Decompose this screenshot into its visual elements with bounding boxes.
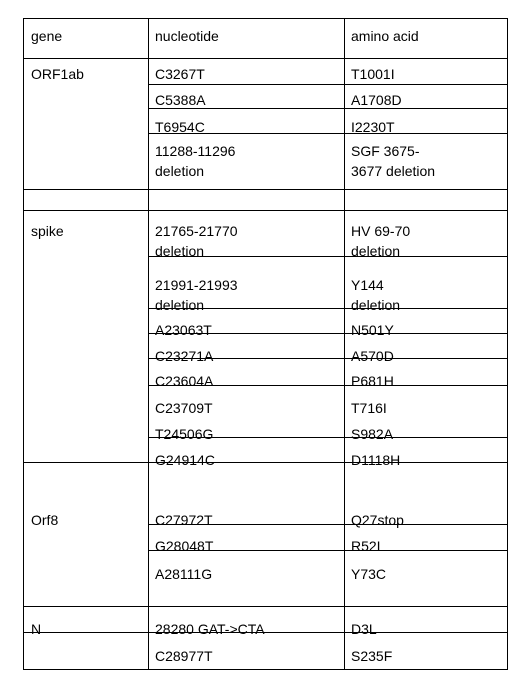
amino-acid-cell: T716I <box>351 400 387 416</box>
column-border <box>507 18 508 670</box>
nucleotide-cell: C23709T <box>155 400 213 416</box>
gene-cell: N <box>31 621 42 637</box>
row-border <box>23 606 508 607</box>
row-border <box>23 632 508 633</box>
nucleotide-cell: G28048T <box>155 538 214 554</box>
amino-acid-cell: A1708D <box>351 92 402 108</box>
row-border <box>23 210 508 211</box>
nucleotide-cell: A28111G <box>155 566 213 582</box>
row-border <box>23 58 508 59</box>
header-amino-acid: amino acid <box>351 28 419 44</box>
gene-cell: ORF1ab <box>31 66 84 82</box>
amino-acid-cell: Y144 deletion <box>351 277 401 313</box>
column-border <box>344 18 345 670</box>
nucleotide-cell: 21991-21993 deletion <box>155 277 238 313</box>
amino-acid-cell: T1001I <box>351 66 395 82</box>
mutation-table <box>23 18 508 670</box>
amino-acid-cell: Q27stop <box>351 512 404 528</box>
row-border <box>23 669 508 670</box>
row-border <box>23 189 508 190</box>
amino-acid-cell: SGF 3675- 3677 deletion <box>351 143 436 179</box>
nucleotide-cell: C23271A <box>155 348 214 364</box>
nucleotide-cell: C5388A <box>155 92 206 108</box>
header-gene: gene <box>31 28 63 44</box>
column-border <box>148 18 149 670</box>
amino-acid-cell: Y73C <box>351 566 387 582</box>
nucleotide-cell: C3267T <box>155 66 205 82</box>
amino-acid-cell: I2230T <box>351 119 395 135</box>
amino-acid-cell: S235F <box>351 648 393 664</box>
amino-acid-cell: P681H <box>351 373 394 389</box>
row-border <box>23 18 508 19</box>
nucleotide-cell: T24506G <box>155 426 214 442</box>
gene-cell: Orf8 <box>31 512 59 528</box>
nucleotide-cell: C27972T <box>155 512 213 528</box>
row-border <box>148 84 508 85</box>
gene-cell: spike <box>31 223 64 239</box>
nucleotide-cell: G24914C <box>155 452 215 468</box>
nucleotide-cell: 21765-21770 deletion <box>155 223 238 259</box>
nucleotide-cell: 28280 GAT->CTA <box>155 621 265 637</box>
column-border <box>23 18 24 670</box>
nucleotide-cell: A23063T <box>155 322 212 338</box>
row-border <box>23 462 508 463</box>
amino-acid-cell: D3L <box>351 621 377 637</box>
amino-acid-cell: A570D <box>351 348 394 364</box>
nucleotide-cell: T6954C <box>155 119 205 135</box>
amino-acid-cell: S982A <box>351 426 394 442</box>
nucleotide-cell: 11288-11296 deletion <box>155 143 236 179</box>
amino-acid-cell: N501Y <box>351 322 394 338</box>
amino-acid-cell: HV 69-70 deletion <box>351 223 411 259</box>
amino-acid-cell: R52I <box>351 538 381 554</box>
amino-acid-cell: D1118H <box>351 452 401 468</box>
nucleotide-cell: C23604A <box>155 373 214 389</box>
header-nucleotide: nucleotide <box>155 28 219 44</box>
nucleotide-cell: C28977T <box>155 648 213 664</box>
